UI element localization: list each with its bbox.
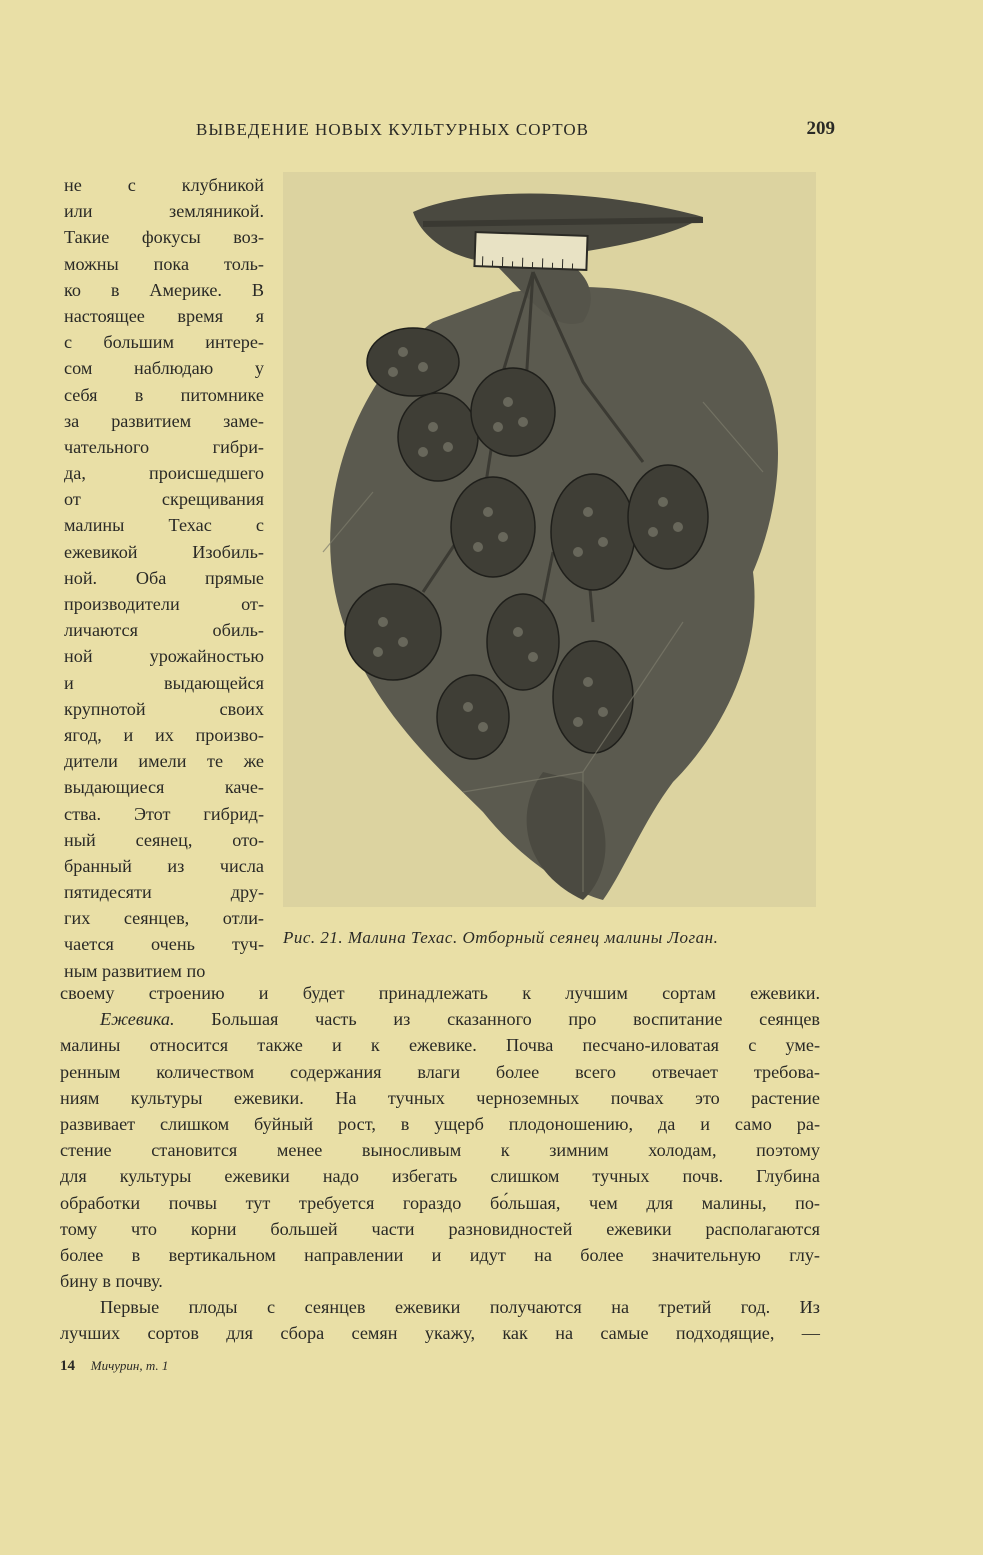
figure-caption: Рис. 21. Малина Техас. Отборный сеянец малины Логан.	[283, 928, 719, 947]
text-line: более в вертикальном направлении и идут на более значительную глу-	[60, 1244, 820, 1265]
section-heading: Ежевика.	[100, 1009, 175, 1030]
text-line: лучших сортов для сбора семян укажу, как на самые подходящие, —	[60, 1323, 820, 1344]
text-line: малины относится также и к ежевике. Почва песчано-иловатая с уме-	[60, 1035, 820, 1056]
text-line: и выдающейся	[64, 672, 264, 693]
text-line: пятидесяти дру-	[64, 882, 264, 903]
text-line: ниям культуры ежевики. На тучных черноземных почвах это растение	[60, 1087, 820, 1108]
text-line: бранный из числа	[64, 855, 264, 876]
text-line: чательного гибри-	[64, 436, 264, 457]
text-line: бину в почву.	[60, 1271, 163, 1292]
text-line: Такие фокусы воз-	[64, 227, 264, 248]
text-line: малины Техас с	[64, 515, 264, 536]
page-number: 209	[806, 118, 835, 139]
text-line: крупнотой своих	[64, 698, 264, 719]
text-line: стение становится менее выносливым к зимним холодам, поэтому	[60, 1140, 820, 1161]
text-fragment: Большая часть из сказанного про воспитание сеянцев	[211, 1009, 821, 1030]
text-line: ный сеянец, ото-	[64, 829, 264, 850]
text-line: тому что корни большей части разновидностей ежевики располагаются	[60, 1218, 820, 1239]
book-reference: Мичурин, т. 1	[90, 1358, 169, 1373]
text-line: сом наблюдаю у	[64, 358, 264, 379]
text-line: или земляникой.	[64, 201, 264, 222]
text-line: чается очень туч-	[64, 934, 264, 955]
text-line: себя в питомнике	[64, 384, 264, 405]
text-line: гих сеянцев, отли-	[64, 908, 264, 929]
text-line: за развитием заме-	[64, 410, 264, 431]
text-line: ной урожайностью	[64, 646, 264, 667]
text-line: ягод, и их произво-	[64, 724, 264, 745]
text-line: да, происшедшего	[64, 463, 264, 484]
body-text	[60, 980, 820, 1347]
text-line: Первые плоды с сеянцев ежевики получаются на третий год. Из	[100, 1297, 820, 1318]
raspberry-illustration	[283, 172, 816, 907]
text-line: ной. Оба прямые	[64, 567, 264, 588]
text-line: своему строению и будет принадлежать к лучшим сортам ежевики.	[60, 983, 820, 1003]
text-line	[60, 1006, 820, 1032]
page-footer	[60, 1358, 168, 1375]
text-line: с большим интере-	[64, 332, 264, 353]
signature-mark: 14	[60, 1358, 75, 1374]
text-line: ко в Америке. В	[64, 279, 264, 300]
text-line: обработки почвы тут требуется гораздо бо́льшая, чем для малины, по-	[60, 1192, 820, 1213]
text-line: ежевикой Изобиль-	[64, 541, 264, 562]
text-line: ства. Этот гибрид-	[64, 803, 264, 824]
raspberry-drawing	[283, 172, 816, 907]
page-header	[60, 120, 835, 148]
text-line: настоящее время я	[64, 305, 264, 326]
text-line: личаются обиль-	[64, 620, 264, 641]
text-line: развивает слишком буйный рост, в ущерб плодоношению, да и само ра-	[60, 1113, 820, 1134]
text-line: ренным количеством содержания влаги более всего отвечает требова-	[60, 1061, 820, 1082]
text-line: производители от-	[64, 594, 264, 614]
text-line: от скрещивания	[64, 489, 264, 510]
text-line: можны пока толь-	[64, 253, 264, 274]
text-line: дители имели те же	[64, 751, 264, 772]
text-line: для культуры ежевики надо избегать слишком тучных почв. Глубина	[60, 1166, 820, 1187]
side-column-text	[64, 172, 264, 984]
text-line: выдающиеся каче-	[64, 777, 264, 798]
text-line: ным развитием по	[64, 960, 206, 981]
running-title: ВЫВЕДЕНИЕ НОВЫХ КУЛЬТУРНЫХ СОРТОВ	[196, 120, 589, 139]
text-line: не с клубникой	[64, 175, 264, 195]
